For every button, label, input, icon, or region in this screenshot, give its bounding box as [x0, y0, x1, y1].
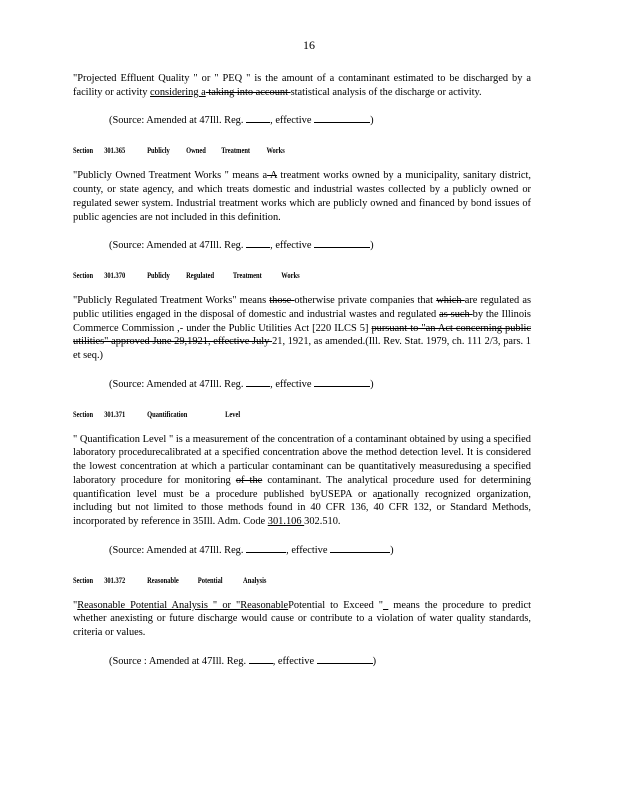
- source-note: [109, 542, 531, 558]
- text-run: 21, 1921, as amended.(Ill. Rev. Stat. 1979, ch. 111 2/3, pars. 1 et seq.): [73, 336, 531, 362]
- inserted-text: Reasonable: [240, 599, 289, 611]
- section-heading: [73, 410, 430, 419]
- source-close: ): [370, 378, 374, 390]
- text-run: " Quantification Level " is a measurement of the concentration of a contaminant obtained by using a specified laboratory procedurecalibrated at a specified concentration above the method detection level. It is considered the lowest concentration at which a particular contaminant can be quantitatively measuredusing a specified laboratory procedure for monitoring: [73, 433, 531, 486]
- section-title-word: Quantification: [147, 409, 188, 419]
- section-title-word: Publicly: [147, 146, 170, 156]
- text-run: "Projected Effluent Quality " or " PEQ " is the amount of a contaminant estimated to be discharged by a facility or activity: [73, 73, 531, 98]
- section-title-word: Owned: [186, 146, 206, 156]
- section-number: 301.365: [104, 146, 126, 156]
- deleted-text: as such: [439, 308, 473, 320]
- source-close: ): [390, 544, 394, 556]
- reg-blank: [246, 542, 286, 553]
- text-run: contaminant. The analytical procedure used for determining quantification level must be a procedure published byUSEPA or a: [73, 474, 532, 500]
- inserted-text: Reasonable Potential Analysis "_or ": [77, 599, 241, 611]
- text-run: otherwise private companies that: [294, 295, 437, 307]
- source-label: (Source: Amended at 47Ill. Reg.: [109, 544, 244, 556]
- effective-blank: [330, 542, 390, 553]
- section-word: Section: [73, 575, 94, 585]
- reg-blank: [249, 653, 273, 664]
- source-effective: effective: [275, 378, 312, 390]
- section-heading: [73, 271, 430, 280]
- section-title-word: Treatment: [221, 146, 251, 156]
- inserted-text: _: [383, 599, 389, 611]
- section-title-word: Publicly: [147, 271, 170, 281]
- deleted-text: pursuant to "an Act concerning public utilities" approved June 29,1921, effective July: [73, 322, 532, 348]
- section-title-word: Regulated: [186, 271, 215, 281]
- deleted-text: taking into account: [205, 86, 291, 98]
- source-comma: ,: [270, 115, 273, 127]
- document-body: [73, 72, 531, 669]
- section-title-word: Works: [266, 146, 285, 156]
- effective-blank: [314, 112, 370, 123]
- section-title-word: Potential: [197, 575, 223, 585]
- section-word: Section: [73, 271, 94, 281]
- text-run: 302.510.: [304, 515, 341, 527]
- text-run: "Publicly Owned Treatment Works " means a: [73, 170, 268, 182]
- text-run: Potential to Exceed ": [288, 599, 384, 611]
- section-heading: [73, 576, 430, 585]
- effective-blank: [314, 237, 370, 248]
- source-label: (Source: Amended at 47Ill. Reg.: [109, 115, 244, 127]
- peq-definition: [73, 72, 531, 99]
- source-comma: ,: [270, 240, 273, 252]
- source-note: [109, 653, 531, 669]
- text-run: ": [73, 599, 78, 611]
- source-close: ): [370, 115, 374, 127]
- effective-blank: [317, 653, 373, 664]
- section-number: 301.370: [104, 271, 126, 281]
- source-comma: ,: [272, 655, 276, 667]
- source-label: (Source : Amended at 47Ill. Reg.: [109, 655, 247, 667]
- source-note: [109, 237, 531, 253]
- inserted-text: n: [377, 488, 383, 500]
- source-effective: effective: [277, 655, 315, 667]
- source-effective: effective: [275, 240, 312, 252]
- deleted-text: A: [267, 170, 277, 182]
- section-number: 301.372: [104, 575, 126, 585]
- source-close: ): [372, 655, 377, 667]
- text-run: by the Illinois Commerce Commission ,- under the Public Utilities Act [220 ILCS 5]: [73, 308, 531, 334]
- section-word: Section: [73, 409, 94, 419]
- source-effective: effective: [275, 115, 312, 127]
- effective-blank: [314, 376, 370, 387]
- source-comma: ,: [286, 544, 289, 556]
- page-number: 16: [303, 38, 315, 52]
- source-comma: ,: [270, 378, 273, 390]
- potw-definition: [73, 169, 531, 224]
- text-run: ationally recognized organization, including but not limited to those methods found in 40 CFR 136, 40 CFR 132, or Standard Methods, incorporated by reference in 35Ill. Adm. Code: [73, 488, 531, 527]
- rpa-definition: [73, 599, 531, 640]
- text-run: means the procedure to predict whether anexisting or future discharge would cause or contribute to a violation of water quality standards, criteria or values.: [73, 599, 531, 639]
- source-effective: effective: [291, 544, 328, 556]
- reg-blank: [246, 376, 270, 387]
- deleted-text: those: [269, 295, 295, 307]
- inserted-text: 301.106: [267, 515, 305, 527]
- section-title-word: Works: [281, 271, 300, 281]
- text-run: treatment works owned by a municipality, sanitary district, county, or state agency, and which treats domestic and industrial wastes collected by a publicly owned or regulated sewer system. Industrial treatment works which are publicly owned and financed by bond issues of public agencies are not included in this definition.: [73, 170, 531, 223]
- section-heading: [73, 146, 430, 155]
- section-title-word: Treatment: [232, 271, 262, 281]
- inserted-text: considering a: [150, 86, 206, 98]
- prtw-definition: [73, 294, 531, 363]
- source-note: [109, 112, 531, 128]
- ql-definition: [73, 433, 531, 529]
- source-label: (Source: Amended at 47Ill. Reg.: [109, 240, 244, 252]
- section-title-word: Level: [225, 409, 241, 419]
- text-run: are regulated as public utilities engaged in the disposal of domestic and industrial wastes and regulated: [73, 295, 531, 320]
- text-run: "Publicly Regulated Treatment Works" means: [73, 295, 270, 307]
- section-title-word: Reasonable: [147, 575, 179, 585]
- source-label: (Source: Amended at 47Ill. Reg.: [109, 378, 244, 390]
- deleted-text: which: [436, 295, 465, 307]
- reg-blank: [246, 237, 270, 248]
- deleted-text: of the: [235, 474, 263, 486]
- text-run: statistical analysis of the discharge or activity.: [290, 86, 482, 98]
- source-close: ): [370, 240, 374, 252]
- section-title-word: Analysis: [243, 575, 267, 585]
- section-word: Section: [73, 146, 94, 156]
- source-note: [109, 376, 531, 392]
- section-number: 301.371: [104, 409, 126, 419]
- reg-blank: [246, 112, 270, 123]
